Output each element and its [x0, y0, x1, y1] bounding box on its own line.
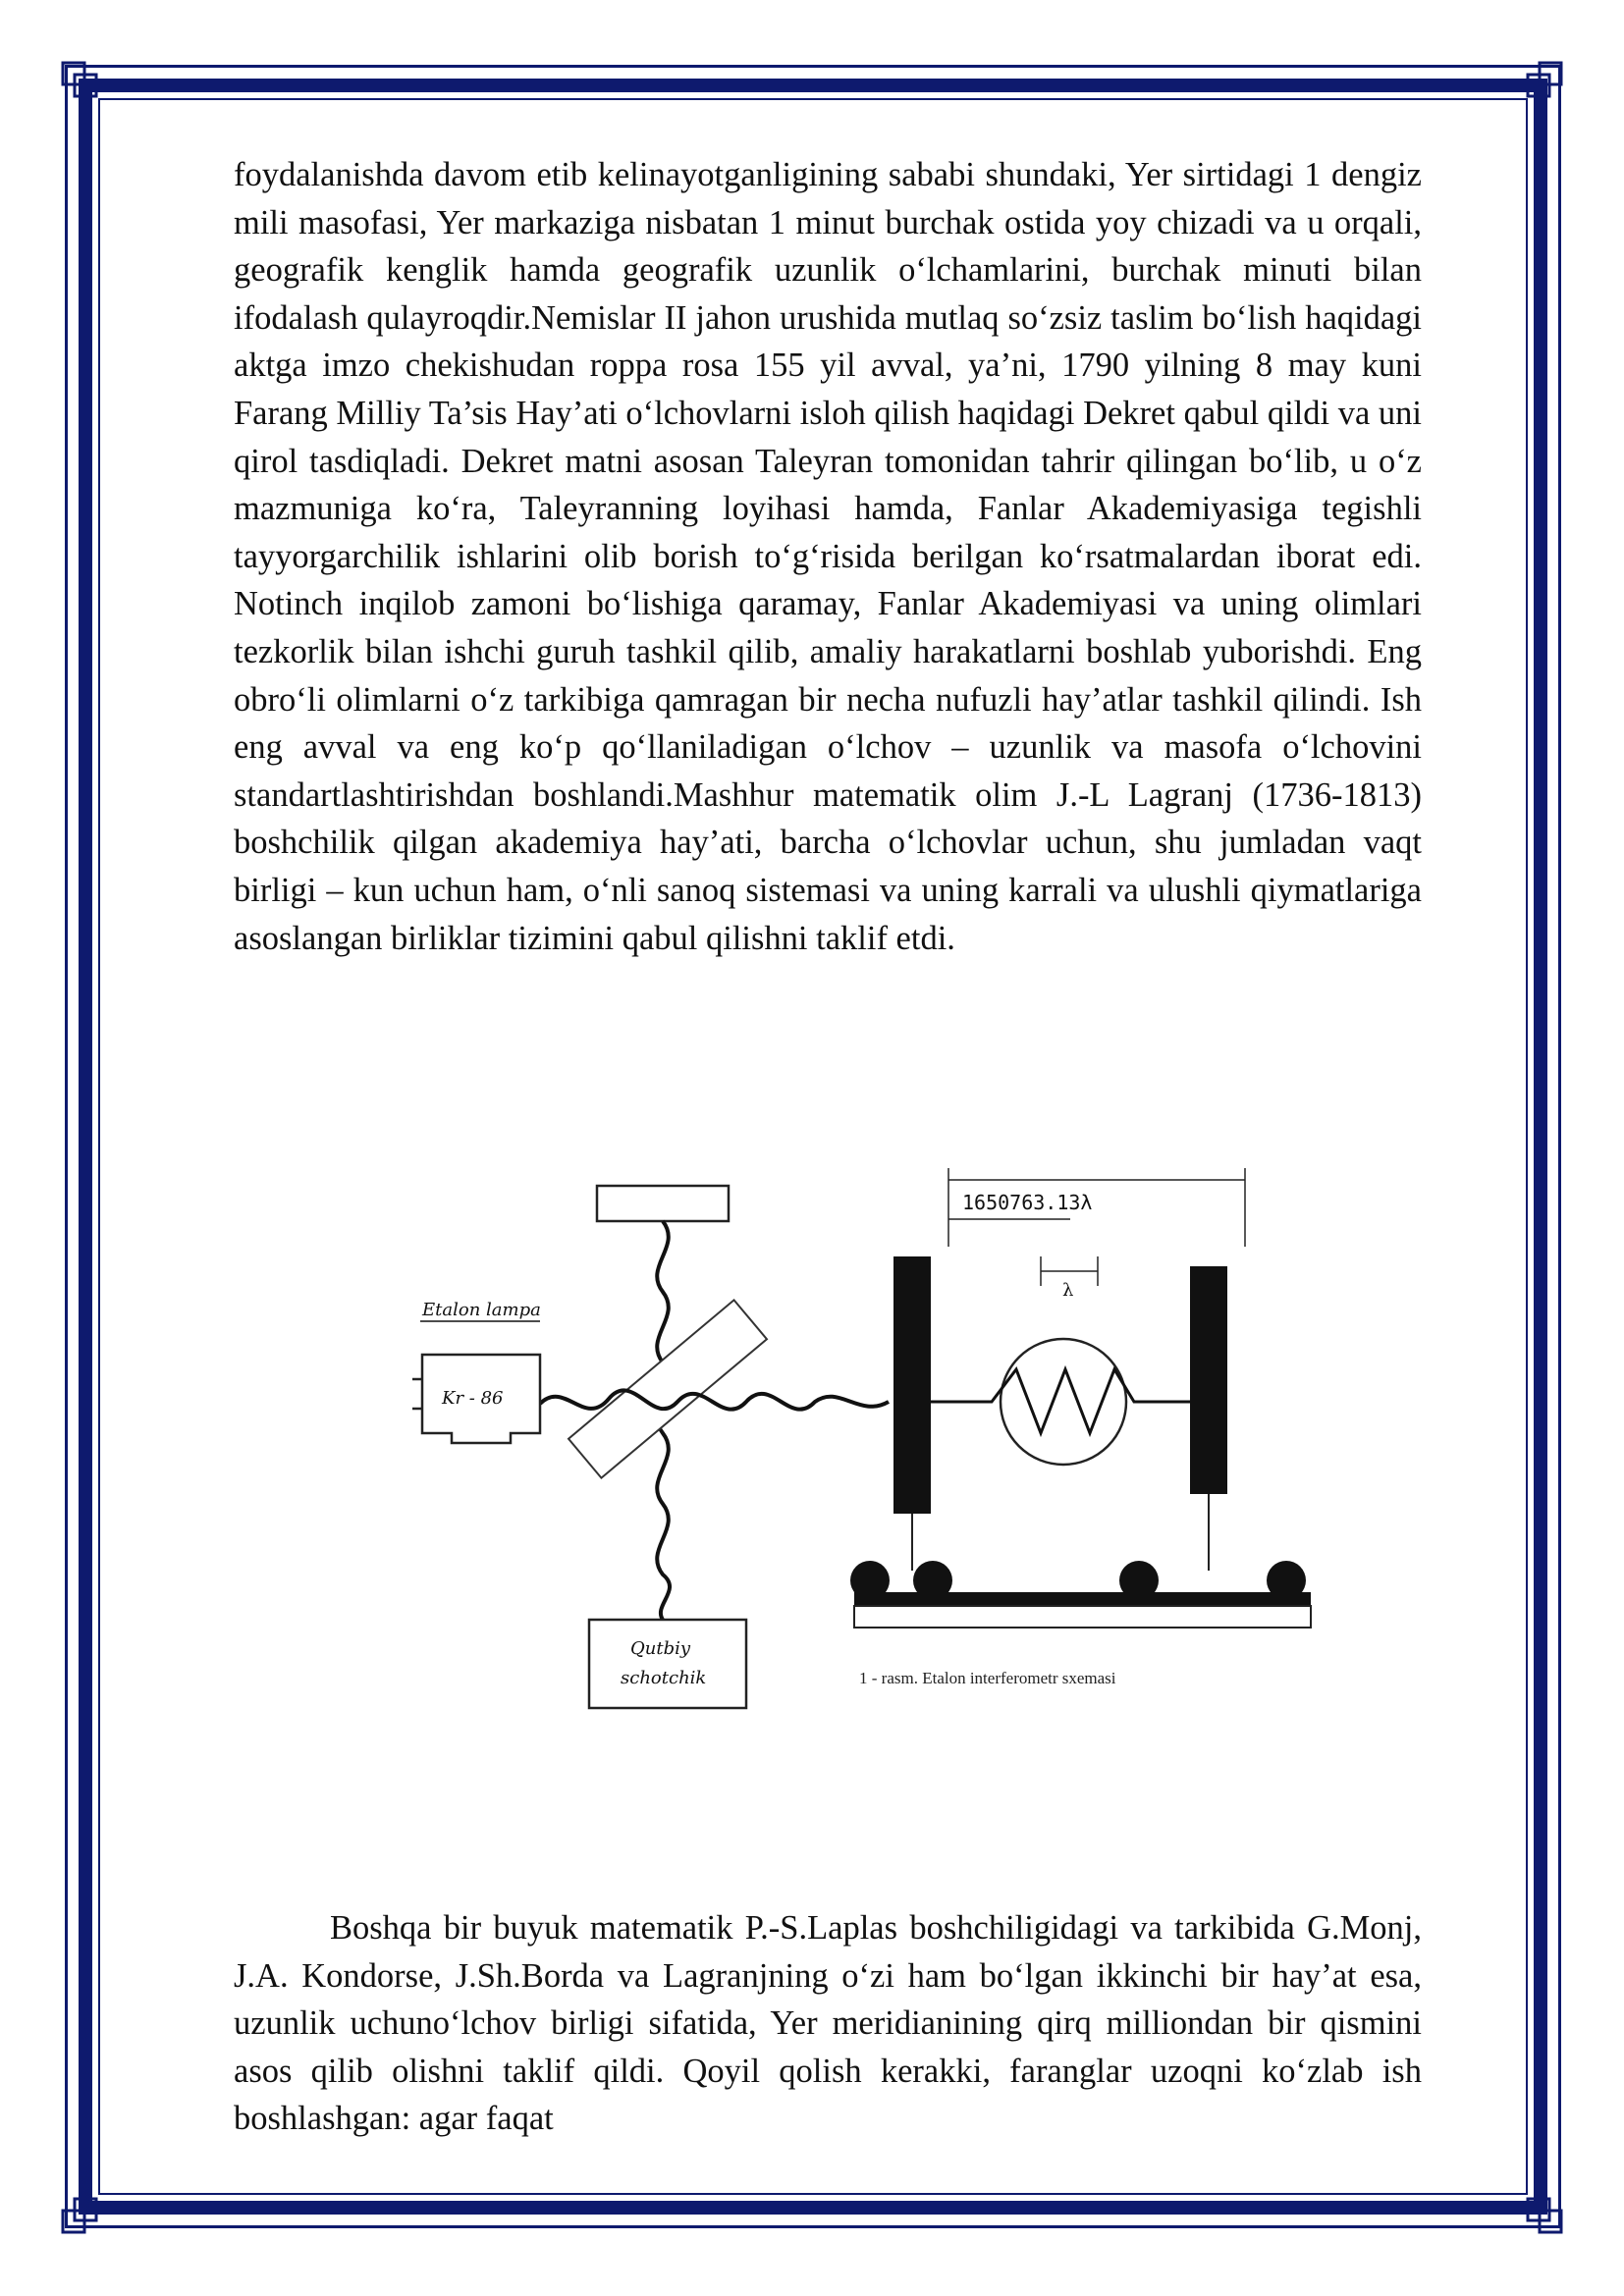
- corner-ornament-bottom-left: [61, 2195, 100, 2234]
- lamp-label: Etalon lampa: [422, 1300, 541, 1320]
- rail-top: [854, 1592, 1311, 1606]
- top-block: [597, 1186, 729, 1221]
- dimension-label: 1650763.13λ: [962, 1191, 1093, 1214]
- counter-box: [589, 1620, 746, 1708]
- rail-base: [854, 1606, 1311, 1628]
- corner-ornament-bottom-right: [1524, 2195, 1563, 2234]
- horizontal-beam: [540, 1390, 889, 1409]
- lambda-label: λ: [1062, 1280, 1074, 1301]
- right-mirror-plate: [1190, 1266, 1227, 1494]
- left-mirror-plate: [893, 1256, 931, 1514]
- corner-ornament-top-left: [61, 61, 100, 100]
- counter-label-1: Qutbiy: [630, 1638, 691, 1659]
- interferometer-diagram: [245, 1139, 1335, 1728]
- lamp-text: Kr - 86: [442, 1388, 504, 1409]
- figure-caption: 1 - rasm. Etalon interferometr sxemasi: [859, 1669, 1116, 1687]
- corner-ornament-top-right: [1524, 61, 1563, 100]
- body-paragraph-2: Boshqa bir buyuk matematik P.-S.Laplas boshchiligidagi va tarkibida G.Monj, J.A. Kondorse, J.Sh.Borda va Lagranjning o‘zi ham bo‘lgan ikkinchi bir hay’at esa, uzunlik uchuno‘lchov birligi sifatida, Yer meridianining qirq milliondan bir qismini asos qilib olishni taklif qildi. Qoyil qolish kerakki, faranglar uzoqni ko‘zlab ish boshlashgan: agar faqat: [234, 1909, 1422, 2138]
- counter-label-2: schotchik: [621, 1668, 707, 1688]
- interferometer-figure: [245, 1139, 1335, 1728]
- cavity-circle: [1001, 1339, 1126, 1465]
- body-paragraph-1: foydalanishda davom etib kelinayotganligining sababi shundaki, Yer sirtidagi 1 dengiz mili masofasi, Yer markaziga nisbatan 1 minut burchak ostida yoy chizadi va u orqali, geografik kenglik hamda geografik uzunlik o‘lchamlarini, burchak minuti bilan ifodalash qulayroqdir.Nemislar II jahon urushida mutlaq so‘zsiz taslim bo‘lish haqidagi aktga imzo chekishudan roppa rosa 155 yil avval, ya’ni, 1790 yilning 8 may kuni Farang Milliy Ta’sis Hay’ati o‘lchovlarni isloh qilish haqidagi Dekret qabul qildi va uni qirol tasdiqladi. Dekret matni asosan Taleyran tomonidan tahrir qilingan bo‘lib, u o‘z mazmuniga ko‘ra, Taleyranning loyihasi hamda, Fanlar Akademiyasiga tegishli tayyorgarchilik ishlarini olib borish to‘g‘risida berilgan ko‘rsatmalardan iborat edi. Notinch inqilob zamoni bo‘lishiga qaramay, Fanlar Akademiyasi va uning olimlari tezkorlik bilan ishchi guruh tashkil qilib, amaliy harakatlarni boshlab yuborishdi. Eng obro‘li olimlarni o‘z tarkibiga qamragan bir necha nufuzli hay’atlar tashkil qilindi. Ish eng avval va eng ko‘p qo‘llaniladigan o‘lchov – uzunlik va masofa o‘lchovini standartlashtirishdan boshlandi.Mashhur matematik olim J.-L Lagranj (1736-1813) boshchilik qilgan akademiya hay’ati, barcha o‘lchovlar uchun, shu jumladan vaqt birligi – kun uchun ham, o‘nli sanoq sistemasi va uning karrali va ulushli qiymatlariga asoslangan birliklar tizimini qabul qilishni taklif etdi.: [234, 156, 1422, 957]
